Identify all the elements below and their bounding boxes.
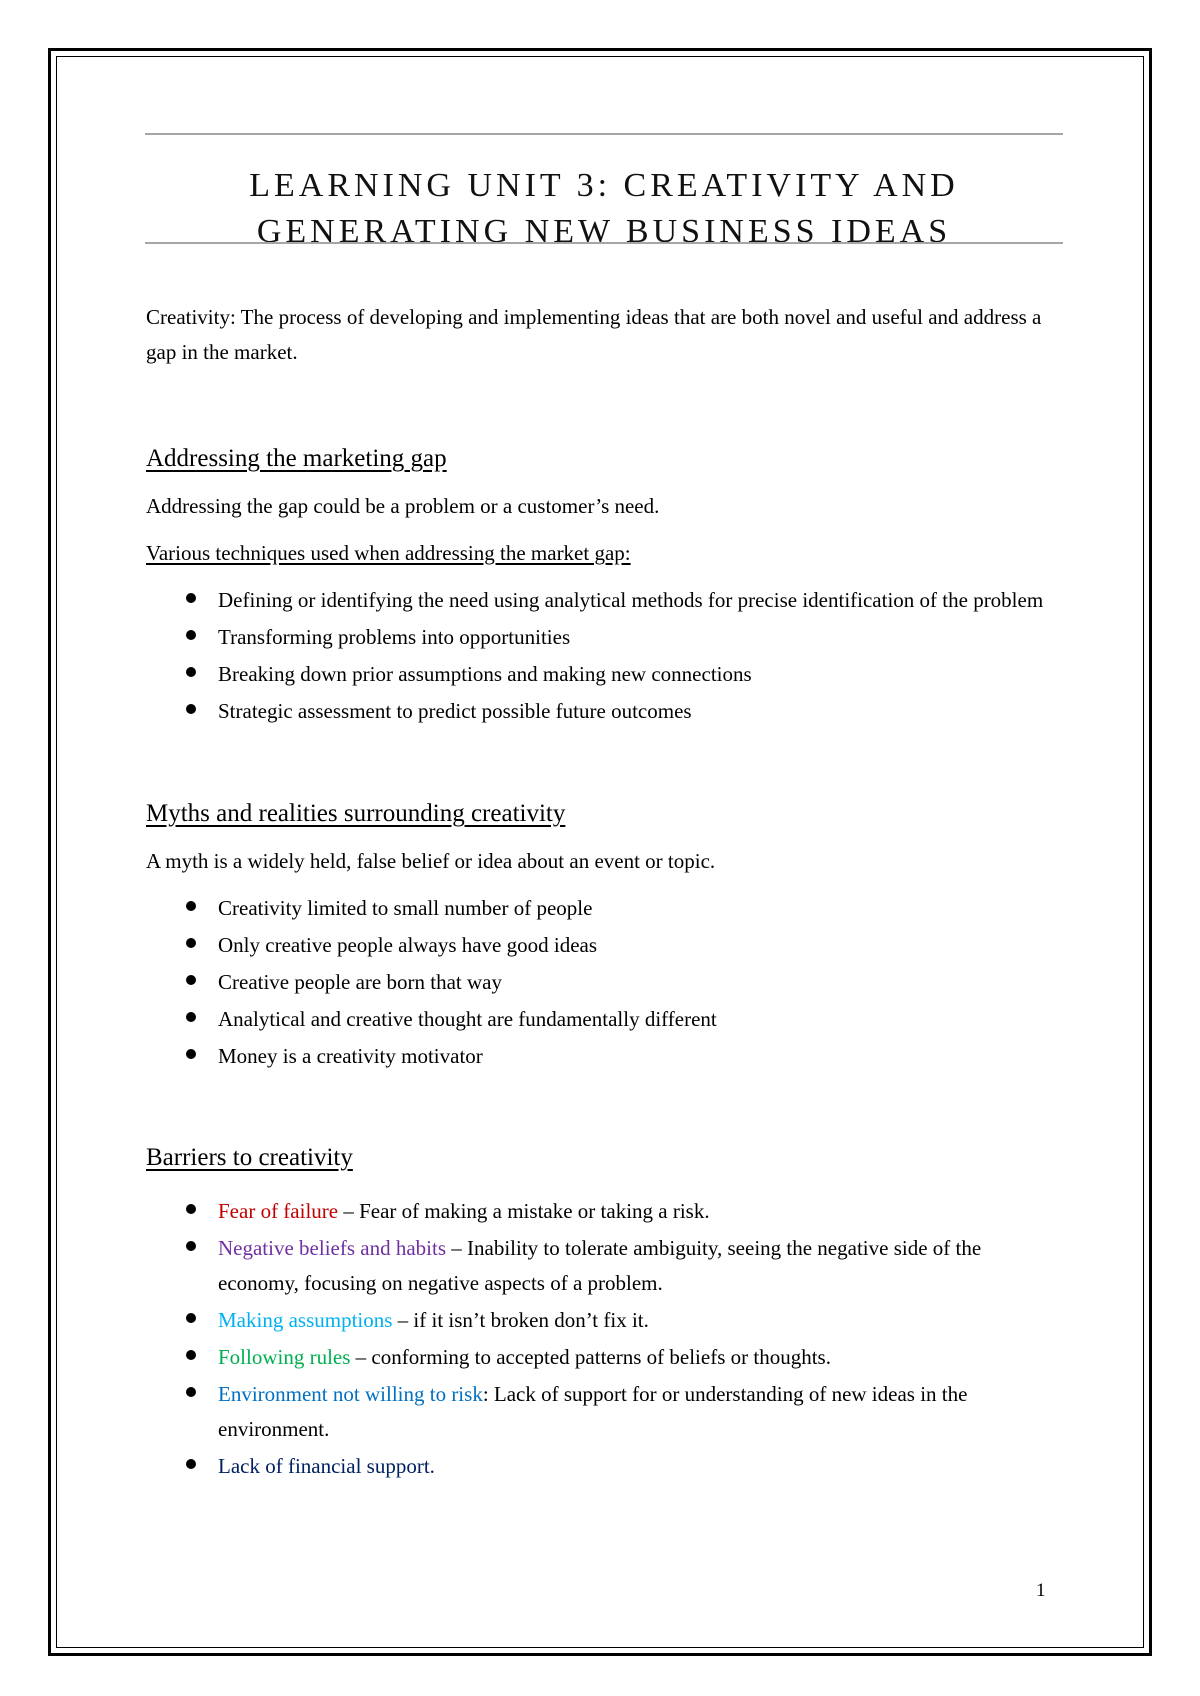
bullet-icon bbox=[186, 1049, 196, 1059]
myths-text: A myth is a widely held, false belief or idea about an event or topic. bbox=[146, 849, 716, 873]
list-item bbox=[146, 928, 1062, 963]
heading-marketing-gap: Addressing the marketing gap bbox=[146, 445, 447, 472]
list-item bbox=[146, 1002, 1062, 1037]
list-item bbox=[146, 1449, 1062, 1484]
list-item bbox=[146, 965, 1062, 1000]
document-body bbox=[146, 300, 1062, 1486]
barriers-list bbox=[146, 1194, 1062, 1484]
barrier-description: : Lack of support for or understanding of new ideas in the environment. bbox=[218, 1382, 968, 1441]
bullet-icon bbox=[186, 938, 196, 948]
bullet-icon bbox=[186, 1012, 196, 1022]
barrier-description: – Fear of making a mistake or taking a risk. bbox=[338, 1199, 710, 1223]
bullet-icon bbox=[186, 1204, 196, 1214]
list-item bbox=[146, 583, 1062, 618]
list-item-text: Creativity limited to small number of people bbox=[218, 896, 593, 920]
bullet-icon bbox=[186, 704, 196, 714]
bullet-icon bbox=[186, 975, 196, 985]
heading-barriers: Barriers to creativity bbox=[146, 1144, 353, 1171]
list-item bbox=[146, 694, 1062, 729]
title-rule-bottom bbox=[145, 242, 1063, 244]
barrier-term: Negative beliefs and habits bbox=[218, 1236, 447, 1260]
page-number: 1 bbox=[1036, 1580, 1046, 1601]
list-item-text: Money is a creativity motivator bbox=[218, 1044, 483, 1068]
marketing-gap-text: Addressing the gap could be a problem or a customer’s need. bbox=[146, 494, 660, 518]
list-item-text: Strategic assessment to predict possible future outcomes bbox=[218, 699, 692, 723]
barrier-term: Fear of failure bbox=[218, 1199, 339, 1223]
bullet-icon bbox=[186, 593, 196, 603]
list-item-text: Defining or identifying the need using analytical methods for precise identification of the problem bbox=[218, 588, 1044, 612]
barrier-description: – Inability to tolerate ambiguity, seeing the negative side of the economy, focusing on negative aspects of a problem. bbox=[218, 1236, 982, 1295]
techniques-list bbox=[146, 583, 1062, 729]
title-rule-top bbox=[145, 133, 1063, 135]
bullet-icon bbox=[186, 1350, 196, 1360]
bullet-icon bbox=[186, 1387, 196, 1397]
bullet-icon bbox=[186, 630, 196, 640]
list-item bbox=[146, 891, 1062, 926]
myths-list bbox=[146, 891, 1062, 1074]
bullet-icon bbox=[186, 667, 196, 677]
barrier-description: – if it isn’t broken don’t fix it. bbox=[392, 1308, 649, 1332]
bullet-icon bbox=[186, 1241, 196, 1251]
list-item bbox=[146, 1377, 1062, 1447]
page-title-line-2: GENERATING NEW BUSINESS IDEAS bbox=[256, 213, 952, 250]
bullet-icon bbox=[186, 901, 196, 911]
barrier-term: Making assumptions bbox=[218, 1308, 393, 1332]
barrier-term: Lack of financial support. bbox=[218, 1454, 435, 1478]
techniques-subheading: Various techniques used when addressing the market gap: bbox=[146, 541, 631, 565]
list-item-text: Analytical and creative thought are fundamentally different bbox=[218, 1007, 717, 1031]
list-item-text: Creative people are born that way bbox=[218, 970, 502, 994]
list-item bbox=[146, 657, 1062, 692]
list-item bbox=[146, 620, 1062, 655]
list-item-text: Only creative people always have good ideas bbox=[218, 933, 598, 957]
list-item-text: Breaking down prior assumptions and making new connections bbox=[218, 662, 752, 686]
barrier-term: Environment not willing to risk bbox=[218, 1382, 483, 1406]
barrier-term: Following rules bbox=[218, 1345, 351, 1369]
intro-definition: Creativity: The process of developing and implementing ideas that are both novel and useful and address a gap in the market. bbox=[146, 305, 1042, 364]
list-item bbox=[146, 1231, 1062, 1301]
heading-myths: Myths and realities surrounding creativity bbox=[146, 800, 566, 827]
list-item-text: Transforming problems into opportunities bbox=[218, 625, 571, 649]
bullet-icon bbox=[186, 1313, 196, 1323]
list-item bbox=[146, 1340, 1062, 1375]
list-item bbox=[146, 1194, 1062, 1229]
barrier-description: – conforming to accepted patterns of beliefs or thoughts. bbox=[350, 1345, 831, 1369]
bullet-icon bbox=[186, 1459, 196, 1469]
list-item bbox=[146, 1039, 1062, 1074]
page-title-line-1: LEARNING UNIT 3: CREATIVITY AND bbox=[249, 167, 959, 204]
list-item bbox=[146, 1303, 1062, 1338]
